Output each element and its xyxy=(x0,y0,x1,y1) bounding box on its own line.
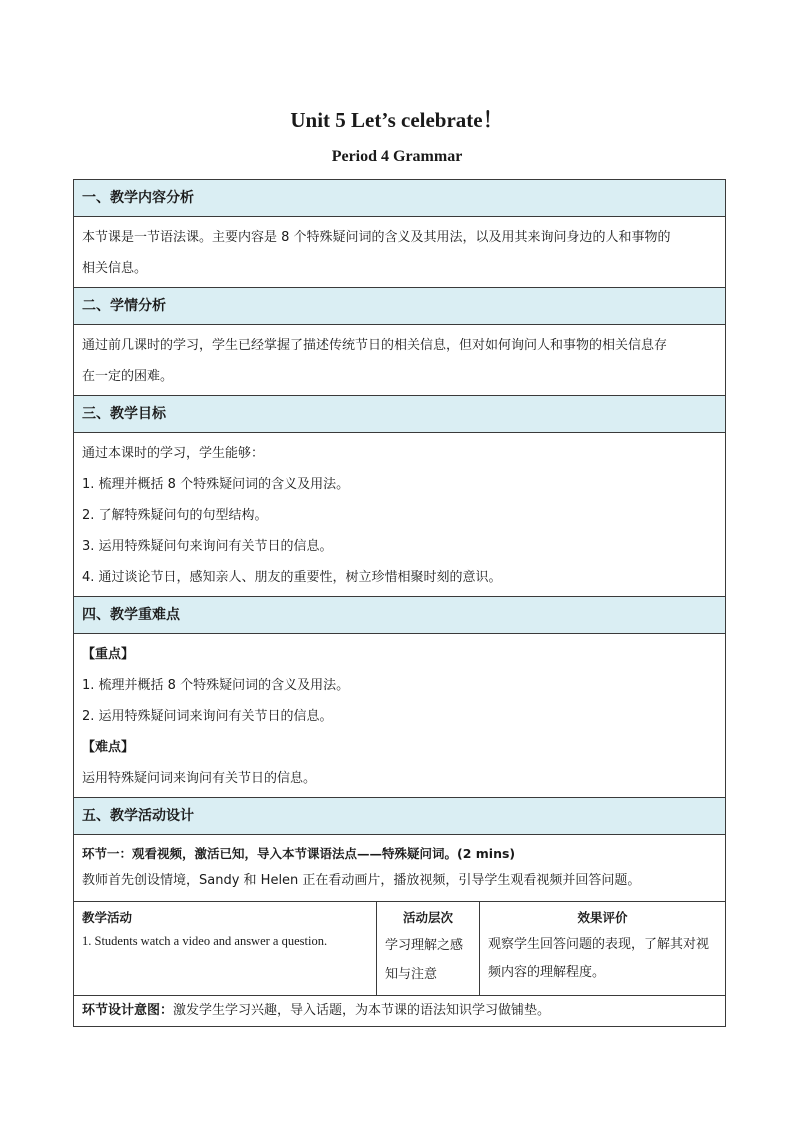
section-heading-content-analysis: 一、教学内容分析 xyxy=(74,180,726,217)
activity-column-header: 教学活动 xyxy=(82,910,133,925)
objective-item: 3. 运用特殊疑问句来询问有关节日的信息。 xyxy=(82,539,333,554)
link1-title: 环节一：观看视频，激活已知，导入本节课语法点——特殊疑问词。(2 mins) xyxy=(82,846,516,861)
activity-cell xyxy=(74,902,377,996)
link1-intent xyxy=(74,996,726,1027)
evaluation-text-line: 观察学生回答问题的表现，了解其对视 xyxy=(488,937,710,952)
text-line: 相关信息。 xyxy=(82,261,148,276)
text-line: 在一定的困难。 xyxy=(82,369,174,384)
section-heading-key-points: 四、教学重难点 xyxy=(74,597,726,634)
key-point-item: 2. 运用特殊疑问词来询问有关节日的信息。 xyxy=(82,709,333,724)
section-heading-activity-design: 五、教学活动设计 xyxy=(74,798,726,835)
section-body-key-points xyxy=(74,634,726,798)
evaluation-text-line: 频内容的理解程度。 xyxy=(488,965,606,980)
level-column-header: 活动层次 xyxy=(402,910,453,925)
intent-label: 环节设计意图： xyxy=(82,1003,174,1018)
text-line: 通过前几课时的学习，学生已经掌握了描述传统节日的相关信息，但对如何询问人和事物的相关信息存 xyxy=(82,338,668,353)
lesson-plan-table xyxy=(73,179,726,1027)
key-point-label: 【重点】 xyxy=(82,647,135,662)
document-title: Unit 5 Let’s celebrate！ xyxy=(290,108,504,132)
difficult-point-item: 运用特殊疑问词来询问有关节日的信息。 xyxy=(82,771,317,786)
activity-item: 1. Students watch a video and answer a question. xyxy=(82,934,328,948)
link1-overview xyxy=(74,835,726,902)
section-heading-student-analysis: 二、学情分析 xyxy=(74,288,726,325)
activity-row xyxy=(74,902,726,996)
difficult-point-label: 【难点】 xyxy=(82,740,135,755)
level-text-line: 知与注意 xyxy=(385,967,438,982)
text-line: 本节课是一节语法课。主要内容是 8 个特殊疑问词的含义及其用法，以及用其来询问身边的人和事物的 xyxy=(82,230,671,245)
section-body-objectives xyxy=(74,433,726,597)
level-text-line: 学习理解之感 xyxy=(385,938,464,953)
link1-description: 教师首先创设情境，Sandy 和 Helen 正在看动画片，播放视频，引导学生观看视频并回答问题。 xyxy=(82,873,641,888)
objective-item: 1. 梳理并概括 8 个特殊疑问词的含义及用法。 xyxy=(82,477,350,492)
objective-item: 4. 通过谈论节日，感知亲人、朋友的重要性，树立珍惜相聚时刻的意识。 xyxy=(82,570,502,585)
document-subtitle: Period 4 Grammar xyxy=(331,148,463,165)
section-body-student-analysis xyxy=(74,325,726,396)
evaluation-cell xyxy=(480,902,726,996)
intent-text: 激发学生学习兴趣，导入话题，为本节课的语法知识学习做铺垫。 xyxy=(173,1003,551,1018)
key-point-item: 1. 梳理并概括 8 个特殊疑问词的含义及用法。 xyxy=(82,678,350,693)
objective-item: 2. 了解特殊疑问句的句型结构。 xyxy=(82,508,268,523)
text-line: 通过本课时的学习，学生能够： xyxy=(82,446,265,461)
evaluation-column-header: 效果评价 xyxy=(577,910,628,925)
section-heading-objectives: 三、教学目标 xyxy=(74,396,726,433)
level-cell xyxy=(377,902,480,996)
section-body-content-analysis xyxy=(74,217,726,288)
